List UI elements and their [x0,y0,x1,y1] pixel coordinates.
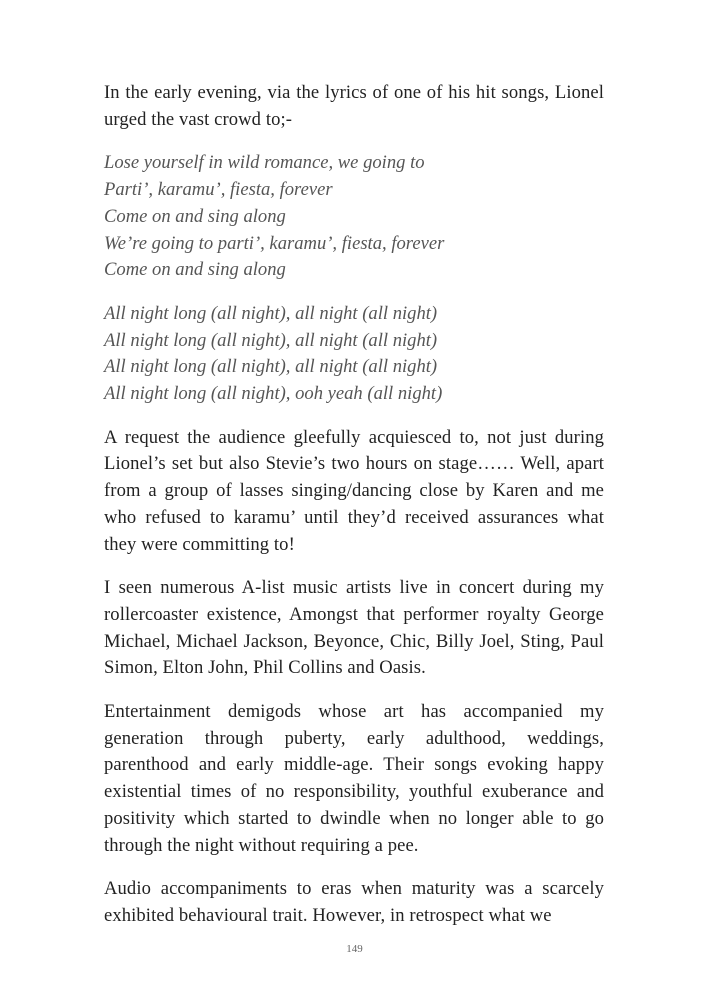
body-paragraph: Audio accompaniments to eras when maturity was a scarcely exhibited behavioural trait. However, in retrospect what we [104,878,604,926]
lyric-line: All night long (all night), all night (all night) [104,302,438,324]
intro-paragraph: In the early evening, via the lyrics of one of his hit songs, Lionel urged the vast crowd to;- [104,82,604,130]
page-body [104,80,604,947]
body-paragraph: Entertainment demigods whose art has accompanied my generation through puberty, early adulthood, weddings, parenthood and early middle-age. Their songs evoking happy existential times of no responsibility, youthful exuberance and positivity which started to dwindle when no longer able to go through the night without requiring a pee. [104,701,604,856]
lyric-line: Lose yourself in wild romance, we going to [104,152,425,174]
body-paragraph: I seen numerous A-list music artists live in concert during my rollercoaster existence, Amongst that performer royalty George Michael, Michael Jackson, Beyonce, Chic, Billy Joel, Sting, Paul Simon, Elton John, Phil Collins and Oasis. [104,577,604,679]
lyric-line: All night long (all night), all night (all night) [104,329,438,351]
lyric-line: Come on and sing along [104,259,286,281]
lyric-line: All night long (all night), all night (all night) [104,356,438,378]
lyric-line: Parti’, karamu’, fiesta, forever [104,179,333,201]
lyrics-verse-1 [104,150,604,284]
body-paragraph: A request the audience gleefully acquiesced to, not just during Lionel’s set but also Stevie’s two hours on stage…… Well, apart from a group of lasses singing/dancing close by Karen and me who refused to karamu’ until they’d received assurances what they were committing to! [104,426,604,555]
lyrics-verse-2 [104,301,604,408]
page-number: 149 [346,943,363,955]
lyric-line: Come on and sing along [104,205,286,227]
lyric-line: All night long (all night), ooh yeah (all night) [104,383,443,405]
lyric-line: We’re going to parti’, karamu’, fiesta, forever [104,232,445,254]
